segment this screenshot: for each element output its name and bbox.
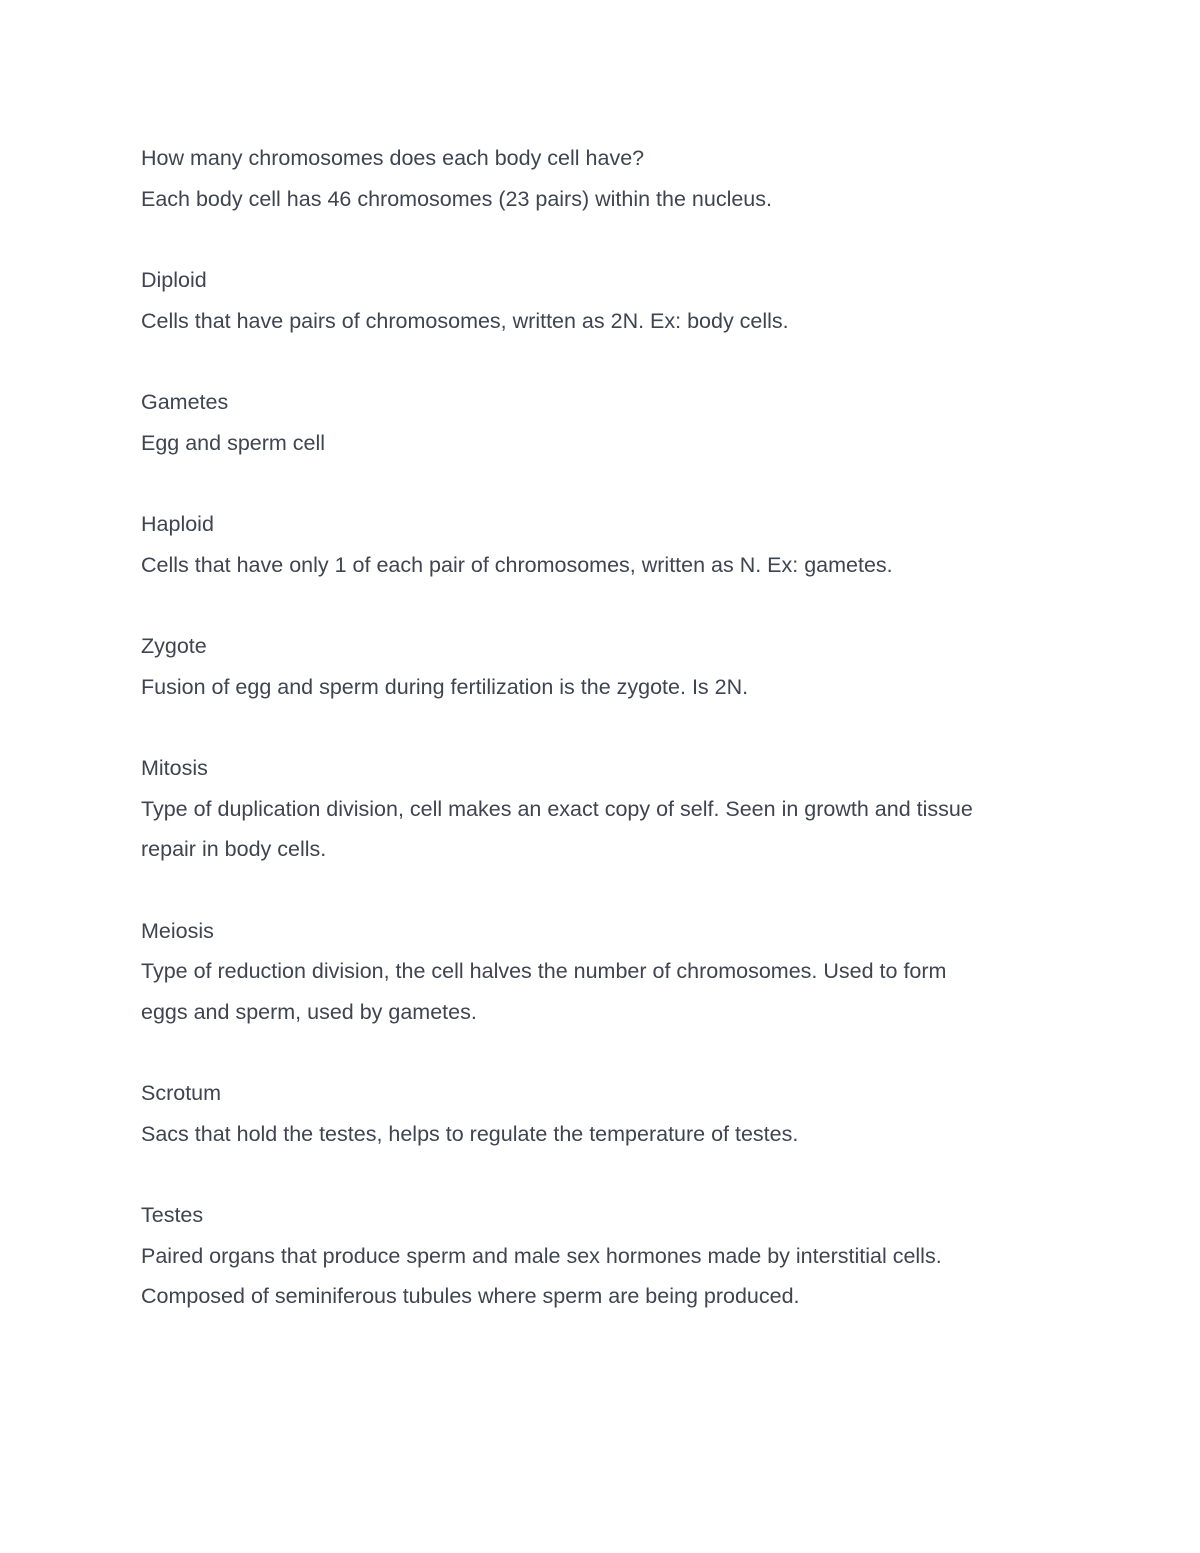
- entry-definition-continued: eggs and sperm, used by gametes.: [141, 999, 477, 1024]
- entry-term: Diploid: [141, 268, 207, 292]
- entry-definition: Type of duplication division, cell makes an exact copy of self. Seen in growth and tissue: [141, 796, 973, 821]
- entry-definition: Paired organs that produce sperm and male sex hormones made by interstitial cells.: [141, 1243, 942, 1268]
- entry-definition: Egg and sperm cell: [141, 430, 326, 455]
- entry-diploid: [141, 260, 1071, 341]
- entry-haploid: [141, 504, 1071, 585]
- entry-definition-continued: repair in body cells.: [141, 837, 327, 861]
- entry-term: Haploid: [141, 512, 214, 536]
- entry-term: Gametes: [141, 390, 229, 414]
- entry-definition: Sacs that hold the testes, helps to regulate the temperature of testes.: [141, 1121, 799, 1146]
- entry-definition: Cells that have only 1 of each pair of chromosomes, written as N. Ex: gametes.: [141, 552, 893, 577]
- entry-mitosis: [141, 748, 1071, 870]
- entry-scrotum: [141, 1073, 1071, 1154]
- entry-term: Testes: [141, 1203, 204, 1227]
- entry-term: Meiosis: [141, 918, 214, 943]
- entry-term: Scrotum: [141, 1081, 222, 1105]
- entry-term: Zygote: [141, 634, 207, 658]
- entry-definition-continued: Composed of seminiferous tubules where sperm are being produced.: [141, 1284, 800, 1308]
- entry-answer: Each body cell has 46 chromosomes (23 pairs) within the nucleus.: [141, 186, 772, 211]
- entry-term: Mitosis: [141, 756, 208, 780]
- entry-chromosome-count: [141, 138, 1071, 219]
- document-body: [141, 138, 1071, 1358]
- entry-definition: Cells that have pairs of chromosomes, written as 2N. Ex: body cells.: [141, 308, 789, 333]
- entry-gametes: [141, 382, 1071, 463]
- entry-testes: [141, 1195, 1071, 1317]
- entry-definition: Type of reduction division, the cell halves the number of chromosomes. Used to form: [141, 959, 947, 983]
- entry-meiosis: [141, 911, 1071, 1033]
- entry-zygote: [141, 626, 1071, 707]
- entry-definition: Fusion of egg and sperm during fertilization is the zygote. Is 2N.: [141, 674, 749, 699]
- entry-question: How many chromosomes does each body cell have?: [141, 146, 645, 170]
